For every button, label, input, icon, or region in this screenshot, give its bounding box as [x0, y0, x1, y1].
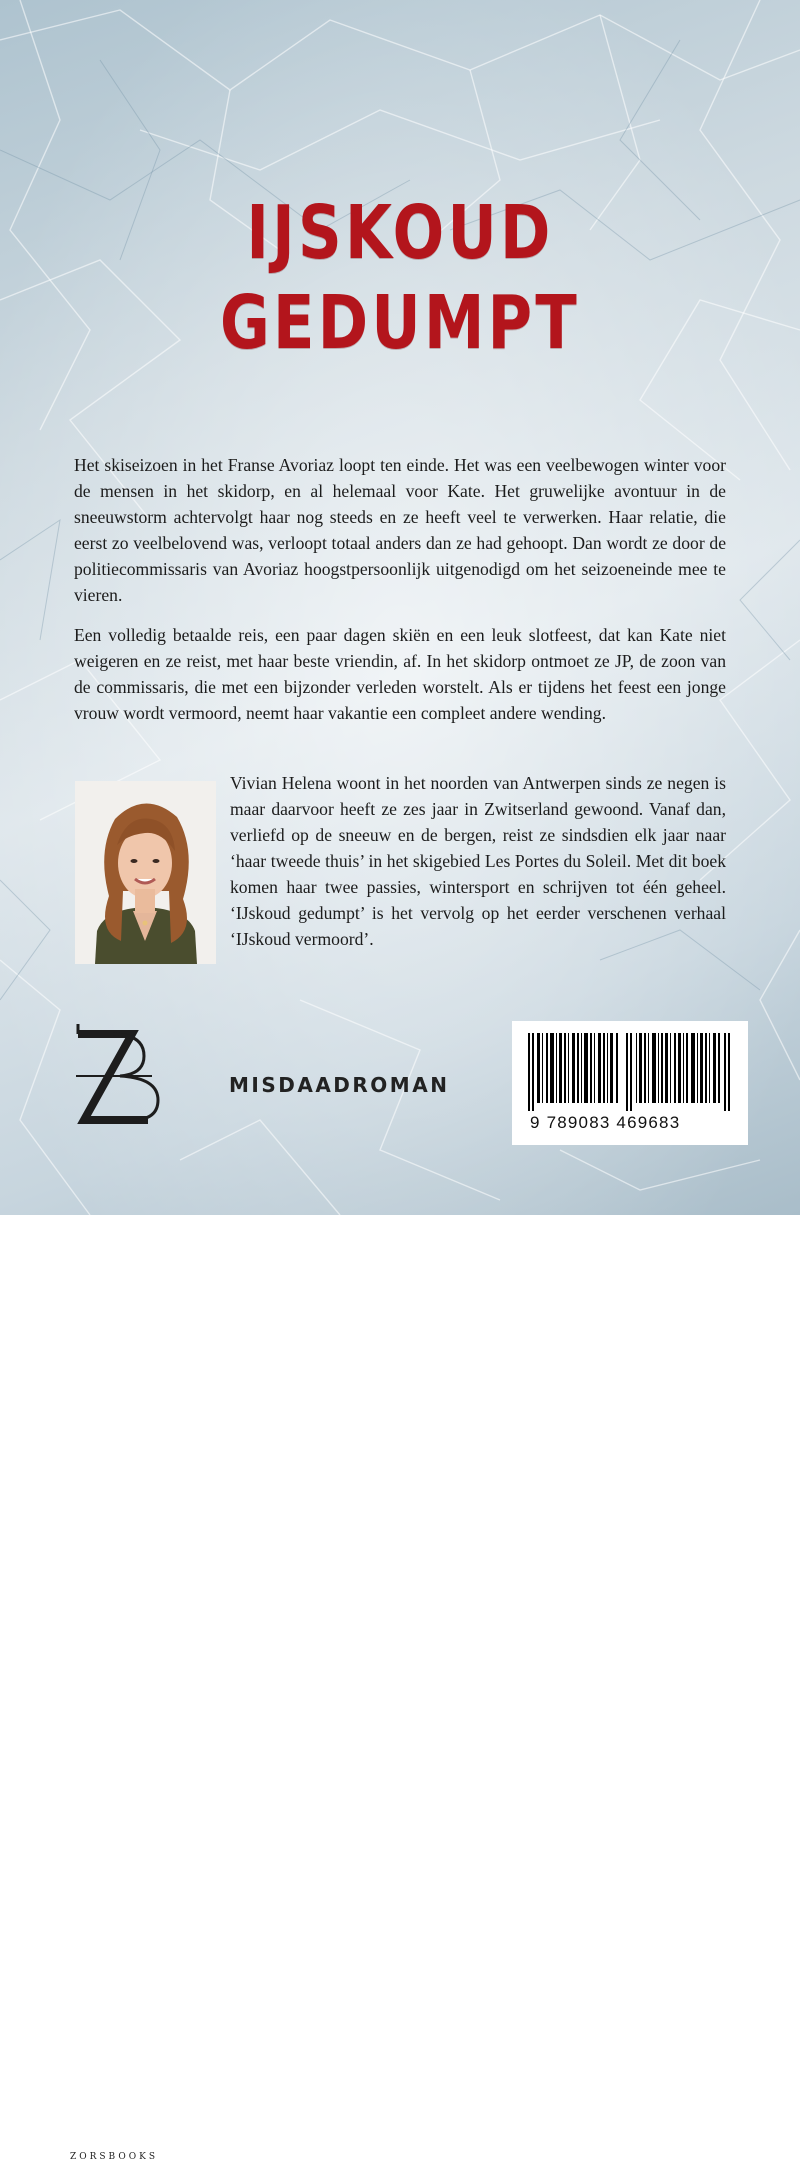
- blurb-paragraph-1: Het skiseizoen in het Franse Avoriaz loopt ten einde. Het was een veelbewogen winter voor de mensen in het skidorp, en al helemaal voor Kate. Het gruwelijke avontuur in de sneeuwstorm achtervolgt haar nog steeds en ze heeft veel te verwerken. Haar relatie, die eerst zo veelbelovend was, verloopt totaal anders dan ze had gehoopt. Dan wordt ze door de politiecommissaris van Avoriaz hoogstpersoonlijk uitgenodigd om het seizoeneinde mee te vieren.: [74, 455, 726, 605]
- blurb-paragraph-2: Een volledig betaalde reis, een paar dagen skiën en een leuk slotfeest, dat kan Kate niet weigeren en ze reist, met haar beste vriendin, af. In het skidorp ontmoet ze JP, de zoon van de commissaris, die met een bijzonder verleden worstelt. Als er tijdens het feest een jonge vrouw wordt vermoord, neemt haar vakantie een compleet andere wending.: [74, 625, 726, 723]
- barcode-bars-icon: [528, 1033, 732, 1111]
- isbn-number: 9 789083 469683: [530, 1113, 681, 1132]
- publisher-logo: [62, 1022, 166, 2162]
- book-title-line-2: GEDUMPT: [219, 280, 581, 366]
- book-title-line-1: IJSKOUD: [246, 190, 554, 276]
- author-bio: Vivian Helena woont in het noorden van Antwerpen sinds ze negen is maar daarvoor heeft ze zes jaar in Zwitserland gewoond. Vanaf dan, verliefd op de sneeuw en de bergen, reist ze sindsdien elk jaar naar ‘haar tweede thuis’ in het skigebied Les Portes du Soleil. Met dit boek komen haar twee passies, wintersport en schrijven tot één geheel. ‘IJskoud gedumpt’ is het vervolg op het eerder verschenen verhaal ‘IJskoud vermoord’.: [230, 773, 726, 949]
- genre-label: MISDAADROMAN: [229, 1073, 450, 1097]
- author-photo: [75, 781, 216, 964]
- publisher-name: ZORSBOOKS: [69, 2152, 158, 2162]
- zorsbooks-logo-icon: [62, 1022, 166, 1132]
- isbn-barcode: [512, 1021, 748, 1145]
